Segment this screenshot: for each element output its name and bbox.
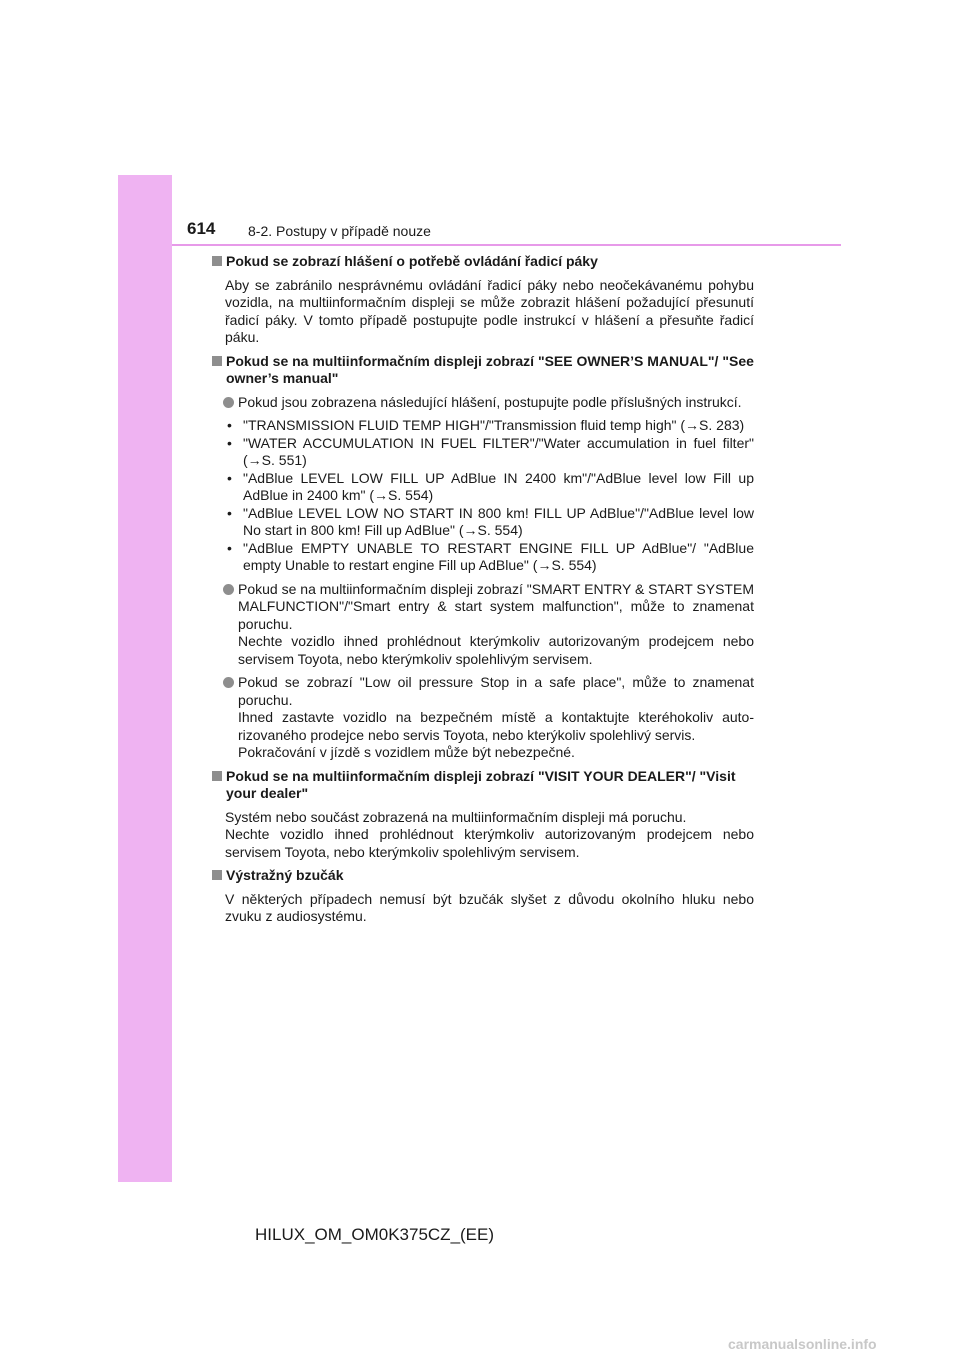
heading-text: Pokud se na multiinformačním displeji zobrazí "VISIT YOUR DEALER"/ "Visit your dealer" [226,767,736,801]
section-heading [210,253,754,271]
list-item [225,540,754,575]
bullet-line: Pokud se na multiinformačním displeji zobrazí "SMART ENTRY & START SYSTEM MALFUNCTION"/"Smart entry & start system malfunction", může to znamenat poruchu. [238,580,754,632]
square-bullet-icon [212,256,222,266]
paragraph-line: Nechte vozidlo ihned prohlédnout kterýmkoliv autorizovaným prodejcem nebo servisem Toyota, nebo kterýmkoliv spolehlivým servisem. [225,826,754,860]
message-list [210,417,754,575]
square-bullet-icon [212,356,222,366]
heading-text: Pokud se zobrazí hlášení o potřebě ovládání řadicí páky [226,253,598,269]
round-bullet-icon [223,584,234,595]
round-bullet-item [210,394,754,412]
list-item [225,470,754,505]
paragraph: V některých případech nemusí být bzučák slyšet z důvodu okolního hluku nebo zvuku z audiosystému. [225,890,754,924]
bullet-line: Pokud se zobrazí "Low oil pressure Stop in a safe place", může to znamenat poruchu. [238,674,754,708]
list-item [225,505,754,540]
section-heading [210,768,754,803]
page-content [210,253,754,926]
square-bullet-icon [212,771,222,781]
dot-marker: • [227,504,232,521]
page-number: 614 [187,219,216,238]
side-color-band [118,175,172,1182]
paragraph: Aby se zabránilo nesprávnému ovládání řadicí páky nebo neočekávanému pohybu vozidla, na multiinformačním displeji se může zobrazit hlášení požadující přesunutí řadicí páky. V tomto případě postupujte podle instrukcí v hlášení a přesuňte řadicí páku. [225,276,754,345]
dot-marker: • [227,469,232,486]
bullet-line: Nechte vozidlo ihned prohlédnout kterýmkoliv autorizovaným prodejcem nebo servisem Toyota, nebo kterýmkoliv spolehlivým servisem. [238,633,754,667]
bullet-line: Pokračování v jízdě s vozidlem může být nebezpečné. [238,744,575,760]
document-code: HILUX_OM_OM0K375CZ_(EE) [255,1225,495,1244]
list-item-text: "TRANSMISSION FLUID TEMP HIGH"/"Transmission fluid temp high" (→S. 283) [243,417,745,433]
list-item [225,435,754,470]
list-item-text: "AdBlue LEVEL LOW NO START IN 800 km! FILL UP AdBlue"/"AdBlue level low No start in 800 km! Fill up AdBlue" (→S. 554) [243,504,754,538]
paragraph [210,809,754,862]
dot-marker: • [227,417,232,433]
bullet-text: Pokud jsou zobrazena následující hlášení, postupujte podle příslušných instrukcí. [238,393,742,410]
square-bullet-icon [212,870,222,880]
dot-marker: • [227,434,232,451]
round-bullet-item [210,581,754,669]
list-item-text: "WATER ACCUMULATION IN FUEL FILTER"/"Water accumulation in fuel filter" (→S. 551) [243,434,754,468]
list-item-text: "AdBlue LEVEL LOW FILL UP AdBlue IN 2400 km"/"AdBlue level low Fill up AdBlue in 2400 km" (→S. 554) [243,469,754,503]
section-title: 8-2. Postupy v případě nouze [248,223,431,239]
list-item [225,417,754,435]
section-heading [210,867,754,885]
section-heading [210,353,754,388]
list-item-text: "AdBlue EMPTY UNABLE TO RESTART ENGINE FILL UP AdBlue"/ "AdBlue empty Unable to restart engine Fill up AdBlue" (→S. 554) [243,539,754,573]
paragraph-line: Systém nebo součást zobrazená na multiinformačním displeji má poruchu. [225,808,687,825]
heading-text: Výstražný bzučák [226,867,344,883]
dot-marker: • [227,539,232,556]
watermark: carmanualsonline.info [728,1336,877,1352]
bullet-line: Ihned zastavte vozidlo na bezpečném místě a kontaktujte kteréhokoliv autorizovaného prodejce nebo servis Toyota, nebo kterýkoliv spolehlivý servis. [238,709,754,743]
bullet-text [238,581,754,669]
round-bullet-item [210,674,754,762]
heading-text: Pokud se na multiinformačním displeji zobrazí "SEE OWNER’S MANUAL"/ "See owner’s manual" [226,352,754,386]
bullet-text [238,674,754,762]
round-bullet-icon [223,397,234,408]
header-rule [172,244,841,246]
round-bullet-icon [223,677,234,688]
